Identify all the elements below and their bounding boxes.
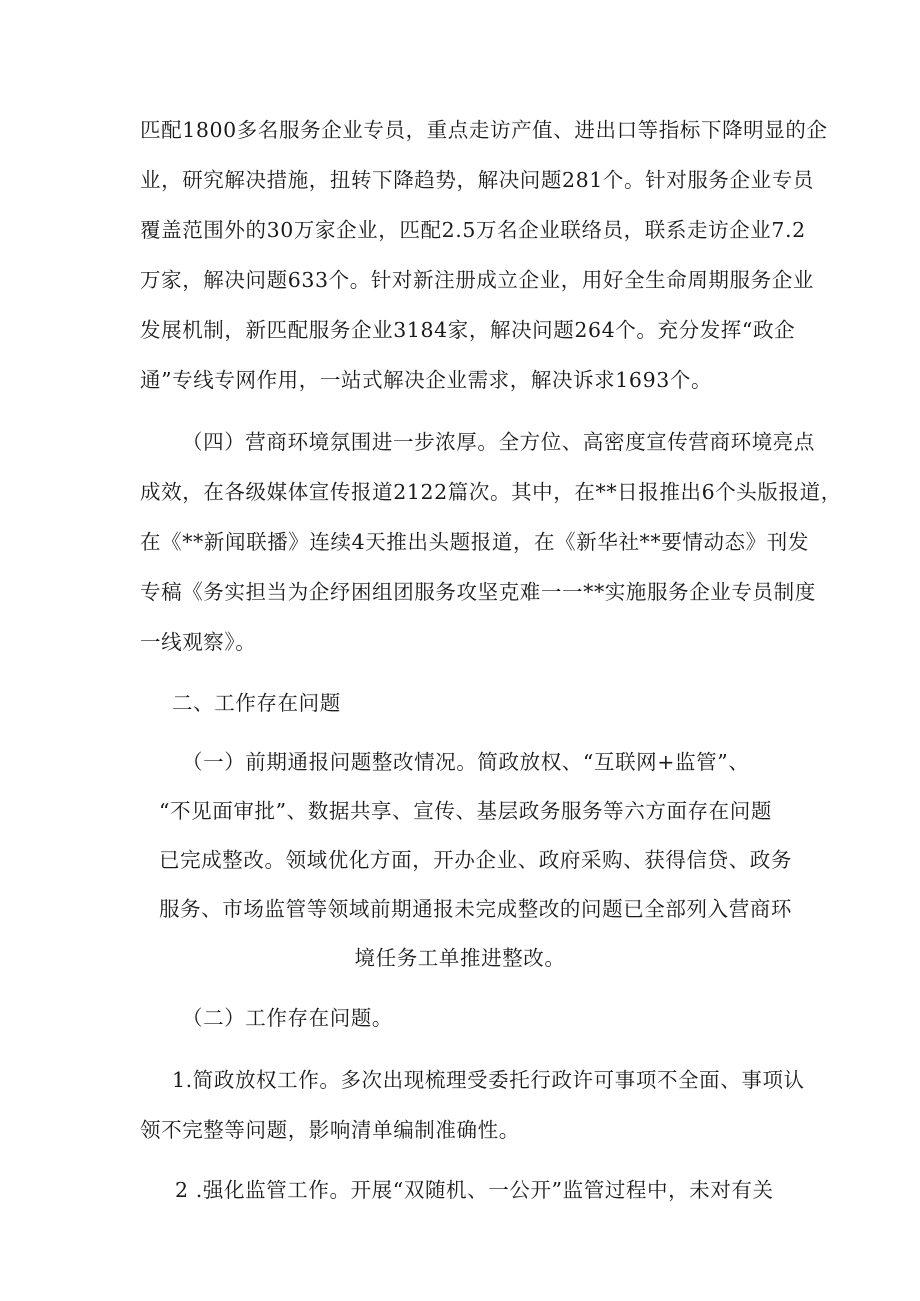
text-line: （四）营商环境氛围进一步浓厚。全方位、高密度宣传营商环境亮点: [182, 430, 815, 454]
text-line: 服务、市场监管等领域前期通报未完成整改的问题已全部列入营商环: [159, 897, 792, 921]
text-line: 一线观察》。: [140, 630, 257, 654]
text-line: 2 .强化监管工作。开展“双随机、一公开”监管过程中，未对有关: [175, 1178, 774, 1202]
text-line: 匹配1800多名服务企业专员，重点走访产值、进出口等指标下降明显的企: [140, 118, 828, 142]
text-line: 成效，在各级媒体宣传报道2122篇次。其中，在**日报推出6个头版报道，: [140, 480, 842, 504]
text-line: 领不完整等问题，影响清单编制准确性。: [140, 1118, 520, 1142]
text-line: 境任务工单推进整改。: [354, 946, 566, 970]
text-line: 在《**新闻联播》连续4天推出头题报道，在《新华社**要情动态》刊发: [140, 530, 809, 554]
text-line: “不见面审批”、数据共享、宣传、基层政务服务等六方面存在问题: [159, 799, 772, 823]
section-heading: 二、工作存在问题: [172, 691, 341, 715]
text-line: 覆盖范围外的30万家企业，匹配2.5万名企业联络员，联系走访企业7.2: [140, 218, 806, 242]
text-line: 已完成整改。领域优化方面，开办企业、政府采购、获得信贷、政务: [159, 848, 792, 872]
text-line: 1.简政放权工作。多次出现梳理受委托行政许可事项不全面、事项认: [172, 1068, 805, 1092]
text-line: 专稿《务实担当为企纾困组团服务攻坚克难一一**实施服务企业专员制度: [140, 580, 816, 604]
text-line: 万家，解决问题633个。针对新注册成立企业，用好全生命周期服务企业: [140, 268, 814, 292]
text-line: （一）前期通报问题整改情况。简政放权、“互联网+监管”、: [182, 750, 750, 774]
subsection-heading: （二）工作存在问题。: [182, 1006, 393, 1030]
text-line: 业，研究解决措施，扭转下降趋势，解决问题281个。针对服务企业专员: [140, 168, 814, 192]
text-line: 通”专线专网作用，一站式解决企业需求，解决诉求1693个。: [140, 368, 713, 392]
text-line: 发展机制，新匹配服务企业3184家，解决问题264个。充分发挥“政企: [140, 318, 796, 342]
